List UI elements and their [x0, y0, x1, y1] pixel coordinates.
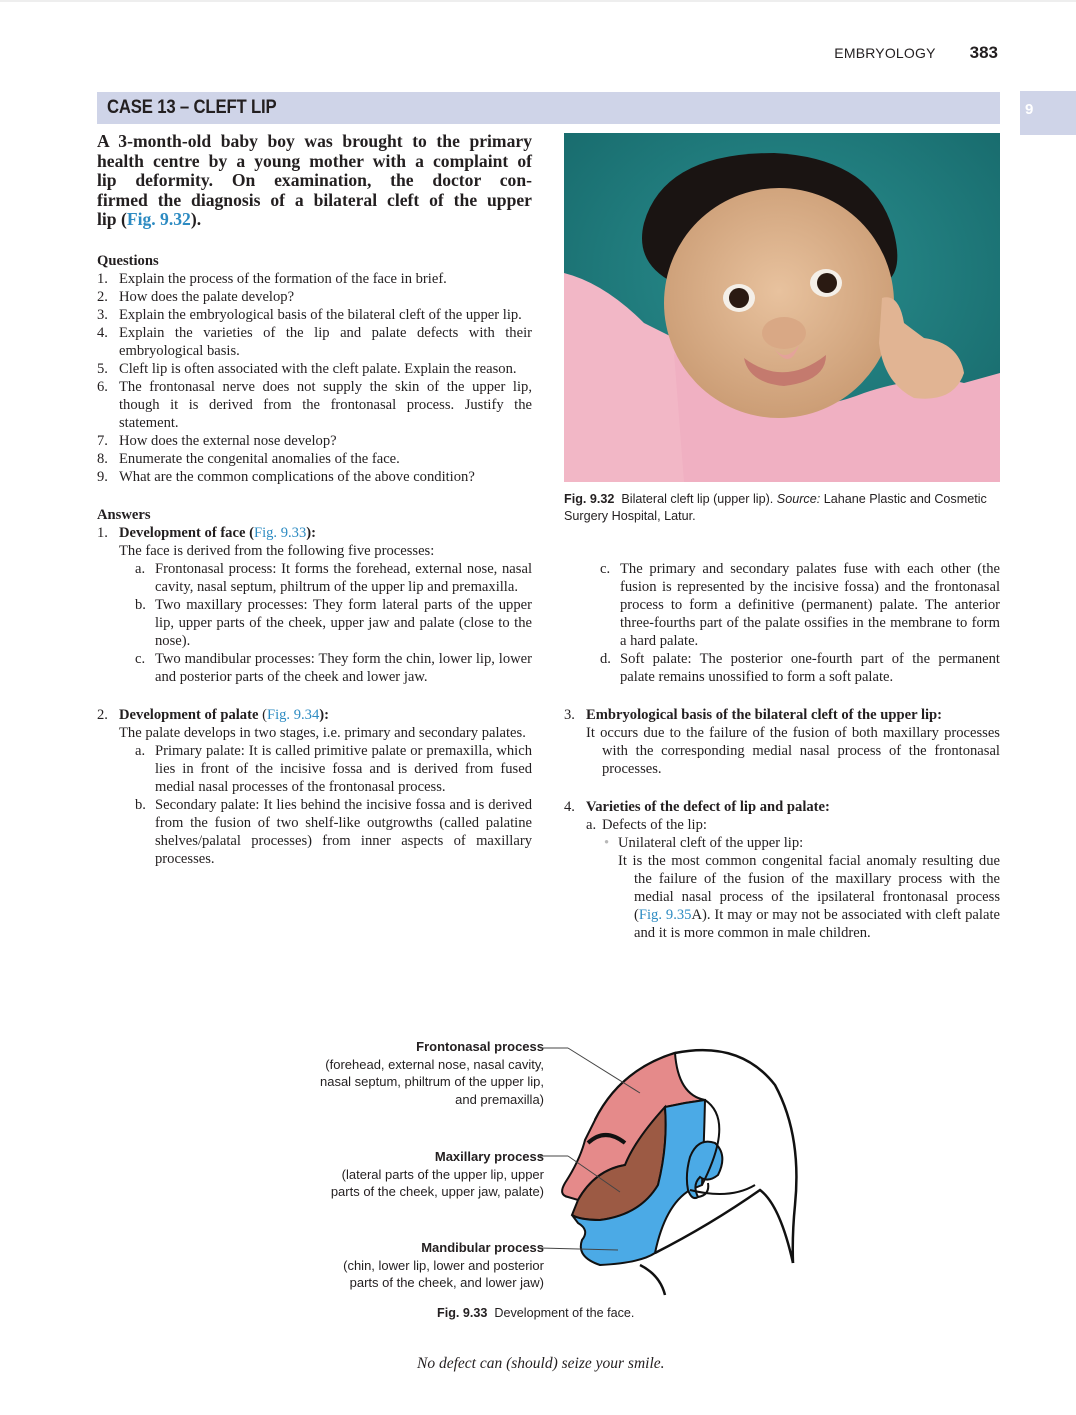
top-rule	[0, 0, 1076, 2]
figure-label: Fig. 9.33	[437, 1306, 488, 1320]
question-item	[97, 324, 532, 360]
question-text: The frontonasal nerve does not supply the skin of the upper lip, though it is derived from the frontonasal process. Justify the statement.	[119, 378, 532, 431]
answer-3	[564, 706, 1000, 778]
label-desc: (forehead, external nose, nasal cavity,	[325, 1056, 544, 1072]
chapter-tab	[1020, 91, 1076, 135]
figure-9-32-caption	[564, 491, 1000, 525]
answer-number: 2.	[97, 706, 108, 723]
label-desc: (lateral parts of the upper lip, upper	[341, 1166, 544, 1182]
question-text: Explain the varieties of the lip and palate defects with their embryological basis.	[119, 324, 532, 359]
subitem-letter: a.	[135, 560, 146, 577]
answer-title: Varieties of the defect of lip and palate:	[586, 799, 830, 815]
baby-photo-illustration	[564, 133, 1000, 482]
label-desc: parts of the cheek, and lower jaw)	[349, 1275, 544, 1290]
subitem-letter: a.	[135, 742, 146, 759]
footer-quote: No defect can (should) seize your smile.	[417, 1355, 665, 1372]
question-text: Cleft lip is often associated with the cleft palate. Explain the reason.	[119, 360, 517, 377]
answer-text: It occurs due to the failure of the fusion of both maxillary processes with the corresponding medial nasal process of the frontonasal processes.	[586, 725, 1000, 777]
label-desc: nasal septum, philtrum of the upper lip,	[319, 1074, 544, 1089]
intro-text: ).	[190, 209, 202, 230]
intro-line: A 3-month-old baby boy was brought to the primary	[97, 131, 532, 151]
figure-source: Lahane Plastic and Cosmetic Surgery Hospital, Latur.	[564, 492, 987, 523]
question-number: 6.	[97, 378, 108, 395]
subitem-letter: c.	[135, 650, 146, 667]
case-title: CASE 13 – CLEFT LIP	[107, 97, 277, 118]
question-text: Explain the process of the formation of the face in brief.	[119, 270, 447, 287]
chapter-tab-number: 9	[1025, 101, 1034, 118]
figure-link-9-34[interactable]: Fig. 9.34	[266, 706, 320, 723]
answer-subitem	[133, 742, 532, 796]
intro-line: firmed the diagnosis of a bilateral cleft of the upper	[97, 189, 532, 210]
answer-subitem	[133, 560, 532, 596]
label-desc: (chin, lower lip, lower and posterior	[343, 1257, 544, 1273]
face-development-diagram	[540, 1025, 840, 1305]
figure-source-label: Source:	[776, 492, 821, 506]
figure-link-9-33[interactable]: Fig. 9.33	[253, 524, 307, 541]
page-number: 383	[969, 43, 998, 62]
subitem-text: Secondary palate: It lies behind the incisive fossa and is derived from the fusion of two shelf-like outgrowths (called palatine shelves/palatal processes) from inner aspects of maxillary processes.	[155, 796, 532, 867]
question-number: 4.	[97, 324, 108, 341]
answer-subitem	[133, 796, 532, 868]
subitem-letter: c.	[600, 561, 611, 577]
answer-title: Embryological basis of the bilateral cleft of the upper lip:	[586, 707, 943, 723]
question-item	[97, 288, 532, 306]
answer-subitem	[598, 650, 1000, 686]
question-text: How does the external nose develop?	[119, 432, 337, 449]
label-maxillary-process	[274, 1148, 544, 1201]
answer-text: A). It may or may not be associated with cleft palate and it is more common in male children.	[634, 907, 1000, 941]
label-title: Frontonasal process	[416, 1039, 544, 1054]
bullet-icon: •	[604, 835, 610, 851]
answer-lead: The face is derived from the following five processes:	[119, 542, 435, 559]
answer-4	[564, 798, 1000, 942]
answer-title: Development of face	[119, 524, 246, 541]
figure-caption-text: Bilateral cleft lip (upper lip).	[621, 492, 774, 506]
left-column	[97, 132, 532, 868]
subitem-text: Two mandibular processes: They form the chin, lower lip, lower and posterior parts of the cheek and lower jaw.	[155, 650, 532, 685]
questions-list	[97, 270, 532, 486]
subitem-letter: b.	[135, 796, 146, 813]
subitem-letter: b.	[135, 596, 146, 613]
question-item	[97, 270, 532, 288]
running-head-section: EMBRYOLOGY	[834, 45, 936, 61]
figure-caption-text: Development of the face.	[494, 1306, 635, 1320]
intro-line: lip deformity. On examination, the doctor con-	[97, 170, 532, 191]
label-desc: and premaxilla)	[455, 1091, 544, 1107]
subitem-title: Defects of the lip:	[602, 817, 707, 833]
answer-subitem	[133, 650, 532, 686]
intro-line	[97, 210, 532, 230]
case-title-bar	[97, 92, 1000, 124]
subitem-text: Soft palate: The posterior one-fourth part of the permanent palate remains unossified to form a soft palate.	[620, 651, 1000, 685]
subitem-letter: d.	[600, 651, 611, 667]
figure-9-33-face-diagram	[540, 1025, 840, 1305]
answer-title: Development of palate	[119, 706, 259, 723]
question-number: 7.	[97, 432, 108, 449]
figure-9-33-caption	[437, 1305, 634, 1322]
question-text: How does the palate develop?	[119, 288, 295, 305]
subitem-text: Primary palate: It is called primitive palate or premaxilla, which lies in front of the incisive fossa and is derived from fused medial nasal processes of the frontonasal process.	[155, 742, 532, 795]
figure-link-9-32[interactable]: Fig. 9.32	[126, 209, 191, 230]
subitem-text: Two maxillary processes: They form lateral parts of the upper lip, upper parts of the cheek, upper jaw and palate (close to the nose).	[155, 596, 532, 649]
label-title: Maxillary process	[434, 1149, 544, 1164]
question-number: 5.	[97, 360, 108, 377]
answer-1: 1. Development of face (Fig. 9.33): The face is derived from the following five processes:	[97, 524, 532, 560]
intro-text: lip (	[97, 209, 127, 230]
answer-2-subitems-continued	[564, 560, 1000, 686]
answer-4-body	[618, 852, 1000, 942]
question-item	[97, 360, 532, 378]
bullet-text: Unilateral cleft of the upper lip:	[618, 835, 804, 851]
question-number: 2.	[97, 288, 108, 305]
right-column	[564, 560, 1000, 942]
questions-heading: Questions	[97, 252, 159, 269]
figure-link-9-35[interactable]: Fig. 9.35	[638, 907, 692, 923]
answer-1-subitems	[97, 560, 532, 686]
label-mandibular-process	[274, 1239, 544, 1292]
answer-number: 3.	[564, 707, 575, 723]
question-number: 8.	[97, 450, 108, 467]
answer-2-subitems	[97, 742, 532, 868]
answer-subitem	[598, 560, 1000, 650]
case-intro	[97, 132, 532, 230]
answer-number: 4.	[564, 799, 575, 815]
question-number: 9.	[97, 468, 108, 485]
running-head	[834, 43, 998, 63]
answer-text: It is the most common congenital facial anomaly resulting due the failure of the fusion of the maxillary process with the medial nasal process of the ipsilateral frontonasal process (	[618, 853, 1000, 923]
question-text: What are the common complications of the above condition?	[119, 468, 475, 485]
question-number: 3.	[97, 306, 108, 323]
answers-heading: Answers	[97, 506, 151, 523]
answer-subitem	[133, 596, 532, 650]
label-frontonasal-process	[274, 1038, 544, 1108]
label-title: Mandibular process	[421, 1240, 544, 1255]
figure-9-32-photo	[564, 133, 1000, 482]
question-text: Explain the embryological basis of the bilateral cleft of the upper lip.	[119, 306, 522, 323]
question-item	[97, 450, 532, 468]
question-text: Enumerate the congenital anomalies of the face.	[119, 450, 400, 467]
answer-lead: The palate develops in two stages, i.e. primary and secondary palates.	[119, 724, 526, 741]
question-item	[97, 432, 532, 450]
subitem-text: The primary and secondary palates fuse with each other (the fusion is represented by the incisive fossa) and the frontonasal process to form a definitive (permanent) palate. The anterior three-fourths part of the palate ossifies in the membrane to form a hard palate.	[620, 561, 1000, 649]
label-desc: parts of the cheek, upper jaw, palate)	[330, 1184, 544, 1199]
subitem-letter: a.	[586, 817, 597, 833]
figure-label: Fig. 9.32	[564, 492, 615, 506]
question-item	[97, 306, 532, 324]
question-item	[97, 468, 532, 486]
question-item	[97, 378, 532, 432]
question-number: 1.	[97, 270, 108, 287]
subitem-text: Frontonasal process: It forms the forehead, external nose, nasal cavity, nasal septum, philtrum of the upper lip and premaxilla.	[155, 560, 532, 595]
intro-line: health centre by a young mother with a complaint of	[97, 150, 532, 171]
answer-number: 1.	[97, 524, 108, 541]
answer-2: 2. Development of palate (Fig. 9.34): The palate develops in two stages, i.e. primary and secondary palates.	[97, 706, 532, 742]
